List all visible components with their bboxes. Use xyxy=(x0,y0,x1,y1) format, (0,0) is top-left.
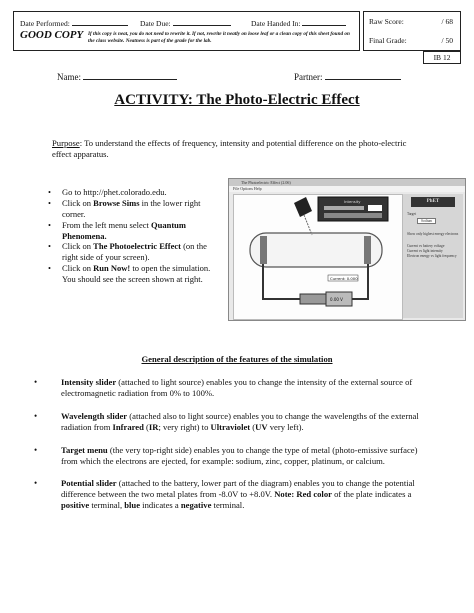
score-box xyxy=(363,11,461,51)
feature-bold-text: Infrared xyxy=(112,421,144,432)
purpose xyxy=(52,138,422,160)
feature-bold-text: Potential slider xyxy=(61,478,117,489)
phet-logo: PhET xyxy=(411,197,455,207)
step-text: in the lower right corner. xyxy=(62,197,201,219)
step-item xyxy=(48,241,223,263)
feature-text: terminal, xyxy=(89,500,125,511)
feature-bold-text: Target menu xyxy=(61,444,108,455)
name-row xyxy=(57,71,177,82)
raw-score-label: Raw Score: xyxy=(369,17,404,26)
steps-list xyxy=(48,187,223,285)
feature-text: indicates a xyxy=(140,500,181,511)
feature-text: ( xyxy=(143,421,149,432)
date-handed-in xyxy=(251,17,346,28)
lamp-icon xyxy=(294,197,312,217)
feature-bold-text: Wavelength slider xyxy=(61,410,128,421)
bullet-icon: • xyxy=(48,263,51,274)
step-text: (on the right side of your screen). xyxy=(62,241,207,263)
feature-bold-text: blue xyxy=(124,500,141,511)
feature-text: of the plate indicates a xyxy=(331,489,412,500)
good-copy-note: If this copy is neat, you do not need to rewrite it. If not, rewrite it neatly on loose leaf or a clean copy of this sheet found on the class website. Neatness is part of the grade for the lab. xyxy=(88,31,350,44)
feature-text: (attached also to light source) enables you to change the wavelengths of the external radiation from xyxy=(61,410,419,432)
feature-item xyxy=(34,478,429,511)
date-due xyxy=(140,17,231,28)
step-text: Click on xyxy=(62,241,94,252)
bullet-icon: • xyxy=(48,219,51,230)
sim-window-title: The Photoelectric Effect (2.06) xyxy=(229,179,465,186)
sim-menu-bar: File Options Help xyxy=(229,186,465,192)
target-select[interactable]: Sodium xyxy=(417,218,436,224)
feature-bold-text: IR xyxy=(148,421,159,432)
intensity-value-box xyxy=(368,205,382,211)
feature-text: (attached to the battery, lower part of the diagram) enables you to change the potential difference between the two metal plates from -8.0V to +8.0V. xyxy=(61,478,415,500)
date-handed-in-label: Date Handed In: xyxy=(251,19,301,28)
feature-bold-text: Intensity slider xyxy=(61,377,117,387)
purpose-text: : To understand the effects of frequency, intensity and potential difference on the photo-electric effect apparatus. xyxy=(52,138,407,160)
date-performed-label: Date Performed: xyxy=(20,19,70,28)
current-label: Current: 0.000 xyxy=(330,276,358,281)
step-text: Click on xyxy=(62,197,94,208)
right-wire xyxy=(352,264,368,299)
bullet-icon: • xyxy=(48,187,51,197)
feature-text: (attached to light source) enables you to change the intensity of the external source of electromagnetic radiation from 0% to 100%. xyxy=(61,377,413,398)
feature-bold-text: UV xyxy=(255,421,268,432)
date-performed xyxy=(20,17,128,28)
step-bold: Run Now! xyxy=(93,263,131,274)
bullet-icon: • xyxy=(34,478,38,489)
course-badge: IB 12 xyxy=(423,51,461,64)
step-bold: Browse Sims xyxy=(93,197,140,208)
step-bold: The Photoelectric Effect xyxy=(93,241,181,252)
step-text: Click on xyxy=(62,263,94,274)
raw-score-value: / 68 xyxy=(441,17,453,26)
section-heading: General description of the features of the simulation xyxy=(141,354,333,364)
feature-item xyxy=(34,377,429,399)
partner-row xyxy=(294,71,401,82)
step-bold: Quantum Phenomena. xyxy=(62,219,186,241)
final-grade-value: / 50 xyxy=(441,36,453,45)
photoelectric-apparatus-diagram xyxy=(234,195,402,319)
partner-field[interactable] xyxy=(325,71,401,80)
intensity-slider xyxy=(324,206,364,210)
option-item[interactable]: Current vs light intensity xyxy=(407,249,443,253)
date-handed-in-field[interactable] xyxy=(302,17,346,26)
bullet-icon: • xyxy=(48,197,51,208)
intensity-label: Intensity xyxy=(344,199,361,204)
name-label: Name: xyxy=(57,72,81,82)
step-item xyxy=(48,220,223,242)
date-due-field[interactable] xyxy=(173,17,231,26)
option-item[interactable]: Show only highest energy electrons xyxy=(407,232,459,236)
option-item[interactable]: Electron energy vs light frequency xyxy=(407,254,457,258)
feature-text: very left). xyxy=(267,421,304,432)
step-item xyxy=(48,198,223,220)
simulation-screenshot xyxy=(228,178,466,321)
vacuum-tube xyxy=(250,233,382,267)
step-item xyxy=(48,263,223,285)
date-performed-field[interactable] xyxy=(72,17,128,26)
feature-item xyxy=(34,445,429,467)
bullet-icon: • xyxy=(48,241,51,252)
option-item[interactable]: Current vs battery voltage xyxy=(407,244,445,248)
battery xyxy=(300,294,326,304)
target-label: Target xyxy=(407,212,417,216)
feature-item xyxy=(34,411,429,433)
wavelength-slider xyxy=(324,213,382,218)
feature-bold-text: negative xyxy=(180,500,212,511)
step-text: Go to http://phet.colorado.edu. xyxy=(62,187,167,197)
purpose-label: Purpose xyxy=(52,138,80,148)
page-title: ACTIVITY: The Photo-Electric Effect xyxy=(114,92,360,108)
sim-control-panel xyxy=(403,194,463,318)
feature-text: terminal. xyxy=(211,500,245,511)
sim-canvas xyxy=(233,194,403,320)
feature-text: (the very top-right side) enables you to change the type of metal (photo-emissive surface) from which the electrons are ejected, for example: sodium, zinc, copper, platinum, or calcium. xyxy=(61,444,418,466)
step-text: From the left menu select xyxy=(62,219,151,230)
feature-text: ( xyxy=(250,421,256,432)
final-grade-label: Final Grade: xyxy=(369,36,407,45)
step-item xyxy=(48,187,223,198)
step-text: to open the simulation. You should see the screen shown at right. xyxy=(62,263,211,284)
name-field[interactable] xyxy=(83,71,177,80)
feature-text: ; very right) to xyxy=(158,421,211,432)
bullet-icon: • xyxy=(34,444,38,455)
header-box xyxy=(13,11,360,51)
features-list xyxy=(34,377,429,523)
good-copy-title: GOOD COPY xyxy=(20,29,84,41)
left-wire xyxy=(263,264,300,299)
date-due-label: Date Due: xyxy=(140,19,171,28)
left-plate xyxy=(260,236,267,264)
raw-score-row xyxy=(369,17,457,26)
final-grade-row xyxy=(369,36,457,45)
partner-label: Partner: xyxy=(294,72,323,82)
bullet-icon: • xyxy=(34,377,38,387)
feature-bold-text: Note: Red color xyxy=(274,489,332,500)
voltage-readout: 0.00 V xyxy=(330,297,343,302)
feature-bold-text: positive xyxy=(61,500,90,511)
bullet-icon: • xyxy=(34,410,38,421)
right-plate xyxy=(364,236,371,264)
feature-bold-text: Ultraviolet xyxy=(210,421,251,432)
